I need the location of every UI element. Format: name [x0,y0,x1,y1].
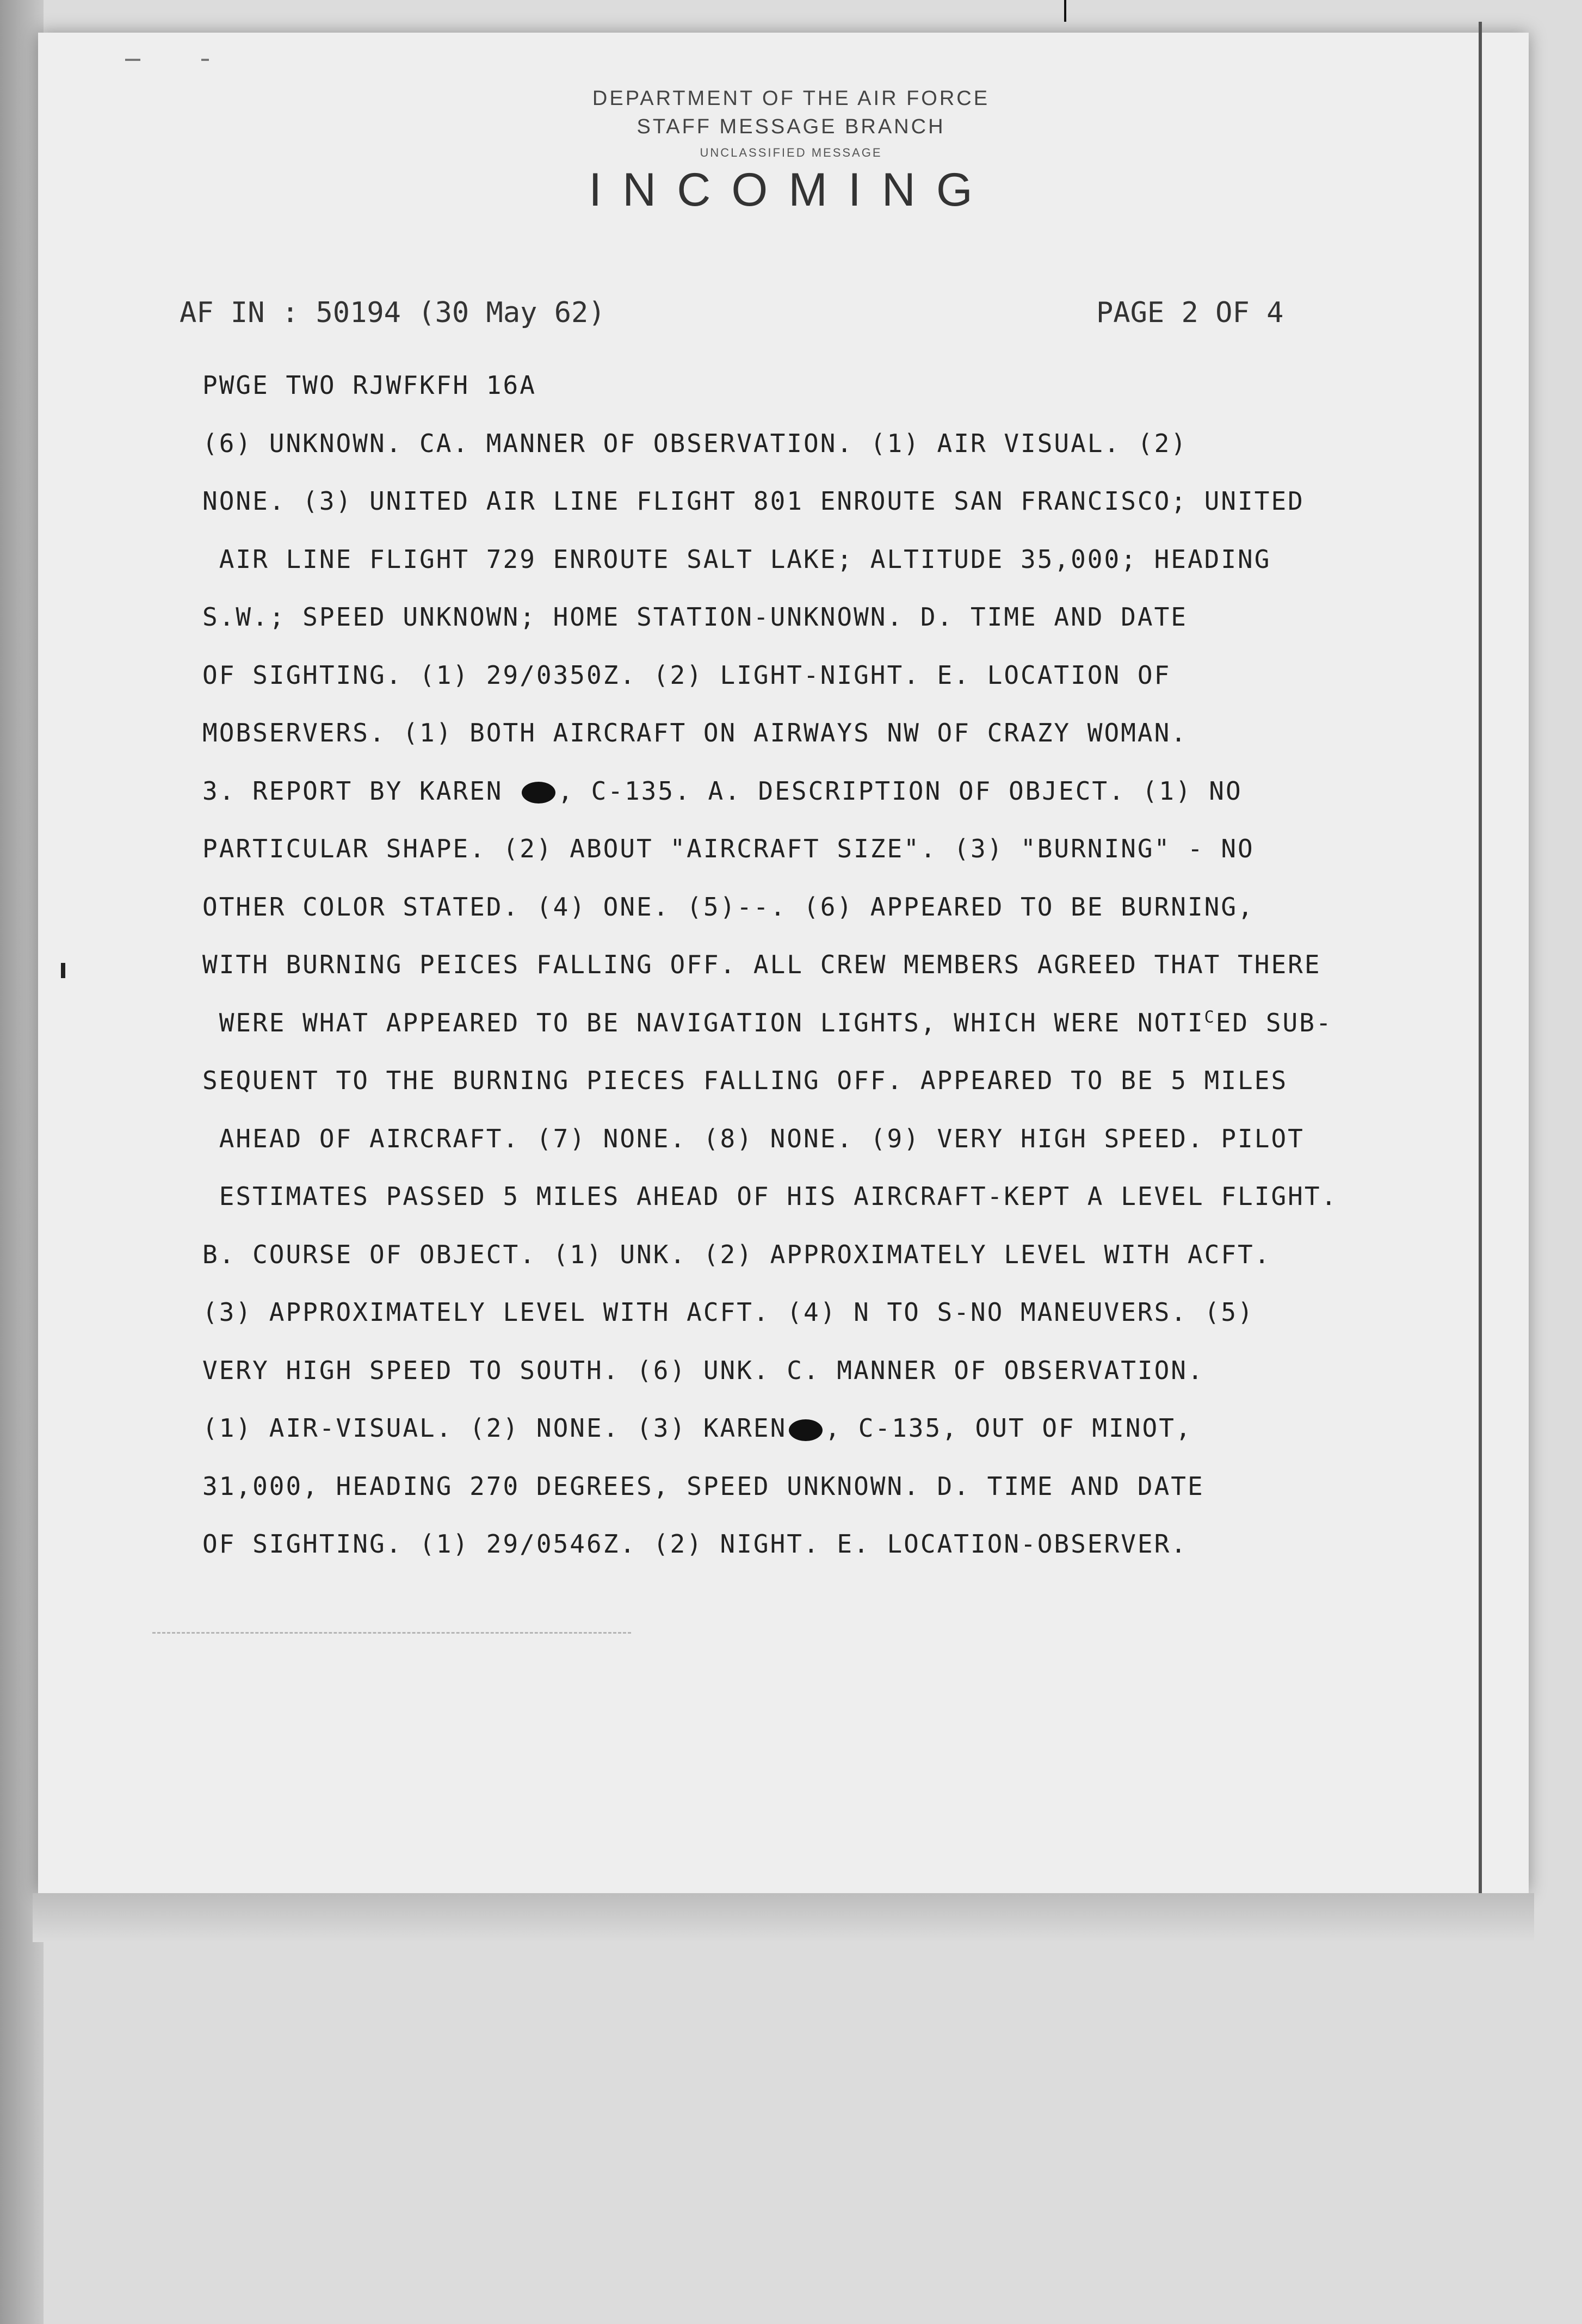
scan-mark [1064,0,1066,22]
body-line: WITH BURNING PEICES FALLING OFF. ALL CREW MEMBERS AGREED THAT THERE [202,950,1321,979]
body-line-text: ED SUB- [1215,1008,1333,1037]
body-line: SEQUENT TO THE BURNING PIECES FALLING OFF. APPEARED TO BE 5 MILES [202,1066,1288,1095]
header-classification: UNCLASSIFIED MESSAGE [700,146,882,159]
header-incoming: INCOMING [589,164,993,216]
body-line: OF SIGHTING. (1) 29/0350Z. (2) LIGHT-NIGHT. E. LOCATION OF [202,660,1171,690]
body-line: MOBSERVERS. (1) BOTH AIRCRAFT ON AIRWAYS NW OF CRAZY WOMAN. [202,718,1188,747]
body-line-text: WERE WHAT APPEARED TO BE NAVIGATION LIGHTS, WHICH WERE NOTI [202,1008,1204,1037]
redaction-mark [522,782,555,803]
page-number: PAGE 2 OF 4 [1096,296,1284,329]
body-line: VERY HIGH SPEED TO SOUTH. (6) UNK. C. MANNER OF OBSERVATION. [202,1355,1204,1385]
scan-edge [0,0,44,2324]
body-line-text: , C-135. A. DESCRIPTION OF OBJECT. (1) NO [558,776,1243,806]
body-line: AIR LINE FLIGHT 729 ENROUTE SALT LAKE; ALTITUDE 35,000; HEADING [202,544,1271,574]
header-branch: STAFF MESSAGE BRANCH [636,115,946,138]
body-line [202,1399,1338,1457]
superscript-correction: C [1204,1008,1216,1027]
body-line: OTHER COLOR STATED. (4) ONE. (5)--. (6) APPEARED TO BE BURNING, [202,892,1255,922]
redaction-mark [789,1419,823,1441]
body-line: NONE. (3) UNITED AIR LINE FLIGHT 801 ENROUTE SAN FRANCISCO; UNITED [202,486,1305,516]
body-line: PWGE TWO RJWFKFH 16A [202,370,536,400]
body-line-text: , C-135, OUT OF MINOT, [825,1413,1192,1443]
body-line: (6) UNKNOWN. CA. MANNER OF OBSERVATION. (1) AIR VISUAL. (2) [202,428,1188,458]
body-line: ESTIMATES PASSED 5 MILES AHEAD OF HIS AIRCRAFT-KEPT A LEVEL FLIGHT. [202,1182,1338,1211]
body-line: (3) APPROXIMATELY LEVEL WITH ACFT. (4) N TO S-NO MANEUVERS. (5) [202,1297,1255,1327]
body-line [202,994,1338,1052]
body-line-text: 3. REPORT BY KAREN [202,776,520,806]
page-shadow [33,1893,1534,1942]
stray-mark [201,59,209,61]
header-department: DEPARTMENT OF THE AIR FORCE [592,87,990,110]
body-line: PARTICULAR SHAPE. (2) ABOUT "AIRCRAFT SIZE". (3) "BURNING" - NO [202,834,1255,863]
body-line-text: (1) AIR-VISUAL. (2) NONE. (3) KAREN [202,1413,787,1443]
faint-dotted-line [152,1632,631,1634]
af-in-number: AF IN : 50194 (30 May 62) [180,296,605,329]
body-line [202,762,1338,820]
stray-mark [61,963,65,978]
stray-mark [125,59,140,61]
body-line: AHEAD OF AIRCRAFT. (7) NONE. (8) NONE. (9) VERY HIGH SPEED. PILOT [202,1123,1305,1153]
body-line: S.W.; SPEED UNKNOWN; HOME STATION-UNKNOWN. D. TIME AND DATE [202,602,1188,632]
body-line: B. COURSE OF OBJECT. (1) UNK. (2) APPROXIMATELY LEVEL WITH ACFT. [202,1239,1271,1269]
body-line: OF SIGHTING. (1) 29/0546Z. (2) NIGHT. E. LOCATION-OBSERVER. [202,1529,1188,1559]
page-edge-rule [1479,22,1482,1893]
body-line: 31,000, HEADING 270 DEGREES, SPEED UNKNOWN. D. TIME AND DATE [202,1471,1204,1501]
message-body [202,356,1338,1573]
